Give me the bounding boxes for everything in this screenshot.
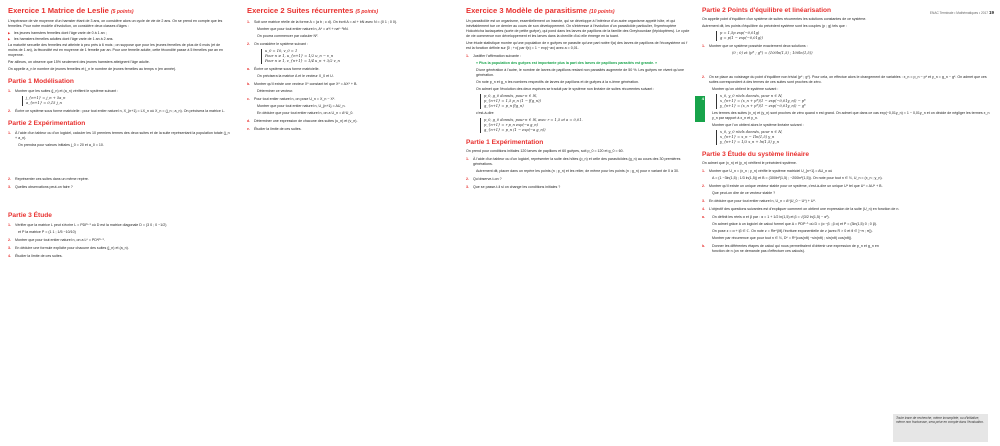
ex1-intro-4: On appelle a_n le nombre de jeunes femelles et j_n le nombre de jeunes femelles au temps n (en année). xyxy=(8,67,177,71)
exercise-2-points: (5 points) xyxy=(355,9,379,15)
evaluation-note-box: Toute trace de recherche, même incomplète, ou d'initiative, même non fructueuse, sera prise en compte dans l'évaluation. xyxy=(893,414,988,442)
exercise-2-title: Exercice 2 Suites récurrentes (5 points) xyxy=(247,6,379,15)
ex3-q2b: Autrement dit, placer dans un repère les points (n ; p_n) et les relier, de même pour les points (n ; g_n) pour n variant de 0 à 30. xyxy=(476,169,679,173)
ex3-question-2: 1. À l'aide d'un tableur ou d'un logiciel, représenter la suite des hôtes (p_n) et celle des parasitoïdes (g_n) au cours des 30 premières générations. xyxy=(466,157,681,166)
ex4-solutions: (0 ; 0) et (p* ; g*) = (100ln(1,5) ; 100ln(1,5)) xyxy=(732,51,813,55)
ex2-system: u_0 = 10, v_0 = 1 Pour n ≥ 1, u_{n+1} = 1/2 u_n − v_n Pour n ≥ 1, v_{n+1} = 1/4 u_n + 3/2 v_n xyxy=(261,49,457,64)
ex2-question-1b: Montrer que pour tout entier naturel n, Aⁿ = aⁿI + naⁿ⁻¹bN. xyxy=(257,27,349,31)
ex1-question-8: 3. En déduire une formule explicite pour chacune des suites (j_n) et (a_n). xyxy=(8,246,129,250)
ex1-question-3b: On prendra pour valeurs initiales j_0 = 20 et a_0 = 10. xyxy=(18,143,104,147)
ex2-question-c2: Montrer que pour tout entier naturel n, U_{n+1} = AU_n. xyxy=(257,104,346,108)
ex2-question-a: a. Écrire ce système sous forme matricielle. xyxy=(247,67,320,71)
ex1-question-4: 2. Représenter ces suites dans un même repère. xyxy=(8,177,89,181)
ex1-part-3-title: Partie 3 Étude xyxy=(8,212,52,219)
ex3-part-1-title: Partie 1 Expérimentation xyxy=(466,139,544,146)
ex2-question-c3: En déduire que pour tout entier naturel n, on a U_n = AⁿU_0. xyxy=(257,111,354,115)
ex4-q2b: Montrer qu'on obtient le système suivant : xyxy=(712,87,779,91)
ex1-question-3: 1. À l'aide d'un tableur ou d'un logiciel, calculer les 10 premiers termes des deux suites et de la suite représentant la population totale (j_n + a_n). xyxy=(8,131,230,140)
ex4-question-2: 2. On se place au voisinage du point d'équilibre non trivial (p* ; g*). Pour cela, on effectue alors le changement de variables : x_n = p_n − p* et y_n = g_n − g*. On admet que ces suites correspondent à des termes de ces suites sont proches de zéro. xyxy=(702,75,987,84)
ex1-intro-2: La maturité sexuelle des femelles est atteinte à peu près à 6 mois ; on suppose que pour les jeunes femelles de plus de 6 mois (et de moins de 1 an), la fécondité est en moyenne de 1 femelle par an. Pour une femelle adulte, cette fécondité passe à 5 femelles par an en moyenne. xyxy=(8,43,223,57)
equilibrium-system: p = 1,5p exp(−0,01g) g = p(1 − exp(−0,01g)) xyxy=(716,31,992,41)
ex2-question-e: e. Étudier la limite de ces suites. xyxy=(247,127,302,131)
ex3-system-2: p_0, g_0 donnés, pour n ∈ ℕ, avec r = 1,5 et a = 0,01. p_{n+1} = r p_n exp(−a g_n) g_{n+1} = p_n (1 − exp(−a g_n)) xyxy=(480,118,691,133)
ex1-question-5: 3. Quelles observations peut-on faire ? xyxy=(8,185,73,189)
ex4-q6a3: On pose z = α + iβ ∈ ℂ. On note z = Re^{iθ} l'écriture exponentielle de z (avec R > 0 et θ ∈ ]−π ; π]). xyxy=(712,229,873,233)
exercise-1-column xyxy=(8,6,230,261)
ex1-question-2: 2. Écrire ce système sous forme matricielle : pour tout entier naturel n, X_{n+1} = LX_n où X_n = (j_n ; a_n). On précisera la matrice L. xyxy=(8,109,225,113)
ex1-question-7: 2. Montrer que pour tout entier naturel n, on a Lⁿ = PDⁿP⁻¹. xyxy=(8,238,105,242)
exercise-3-points: (10 points) xyxy=(589,9,615,15)
ex1-question-6b: et P la matrice P = (1 1 ; 1/5 −10/10) xyxy=(18,230,76,234)
ex1-question-1: 1. Montrer que les suites (j_n) et (a_n) vérifient le système suivant : xyxy=(8,89,119,93)
exercise-3-continued-column xyxy=(702,6,992,256)
ex3-q1d: On admet que l'évolution des deux espèces se traduit par le système non linéaire de suites récurrentes suivant : xyxy=(476,87,655,91)
ex1-bullet-2: ▶ les hamsters femelles adultes dont l'âge varie de 1 an à 2 ans. xyxy=(8,37,230,42)
ex4-q6a4: Montrer par récurrence que pour tout n ∈ ℕ, Dⁿ = Rⁿ(cos(nθ) −sin(nθ) ; sin(nθ) cos(nθ)). xyxy=(712,236,853,240)
ex4-q4b: Que peut-on dire de ce vecteur stable ? xyxy=(712,191,776,195)
ex3-part-3-title: Partie 3 Étude du système linéaire xyxy=(702,151,810,158)
ex3-sys-intro: c'est-à-dire xyxy=(476,111,494,115)
ex4-q3b: A = (1 −3ln(1,5) ; 1/3 ln(1,5)) et B = (300ln²(1,5) ; −200ln²(1,5)). On note pour tout n ∈ ℕ, U_n = (x_n ; y_n). xyxy=(712,176,883,180)
ex3-system-1: p_0, g_0 donnés, pour n ∈ ℕ, p_{n+1} = 1,5 p_n (1 − f(g_n)) g_{n+1} = p_n f(g_n) xyxy=(480,94,691,109)
ex4-question-6a: a. On définit les réels α et β par : α = 1 + 1/2 ln(1,5) et β = √(3/2 ln(1,5) − α²). xyxy=(702,215,830,219)
ex1-question-9: 4. Étudier la limite de ces suites. xyxy=(8,254,63,258)
ex1-intro: L'espérance de vie moyenne d'un hamster étant de 3 ans, on considère alors un cycle de vie de 2 ans. On se prend en compte que les femelles. Pour notre modèle d'évolution, on considère deux classes d'âges : xyxy=(8,19,223,28)
exercise-3-title: Exercice 3 Modèle de parasitisme (10 points) xyxy=(466,6,615,15)
ex3-question-4: 3. Que se passe-t-il si on change les conditions initiales ? xyxy=(466,185,561,189)
ex2-question-d: d. Déterminer une expression de chacune des suites (u_n) et (v_n). xyxy=(247,119,358,123)
ex3-q1b: D'une génération à l'autre, le nombre de larves de papillons restant non parasités augmente de 50 %. Les guêpes ne vivent qu'une génération. xyxy=(476,68,685,77)
ex1-question-6: 1. Vérifier que la matrice L peut s'écrire L = PDP⁻¹ où D est la matrice diagonale D = (3 0 ; 0 −1/2) xyxy=(8,223,167,227)
ex3-intro-2: Une étude statistique montre qu'une population de n guêpes ne parasite qu'une part notée f(a) des larves de papillons de l'écosystème où f est la fonction définie sur [0 ; +∞[ par f(x) = 1 − exp(−ax) avec a = 0,01. xyxy=(466,41,688,50)
ex1-part-1-title: Partie 1 Modélisation xyxy=(8,78,74,85)
exercise-1-points: (5 points) xyxy=(111,9,134,15)
exercise-1-title: Exercice 1 Matrice de Leslie (5 points) xyxy=(8,6,134,15)
ex2-question-b: b. Montrer qu'il existe une vecteur X* constant tel que X* = AX* + B. xyxy=(247,82,358,86)
ex3-claim: « Plus la population des guêpes est importante plus la part des larves de papillons parasités est grande. » xyxy=(476,61,658,65)
ex3-q1c: On note p_n et g_n les nombres respectifs de larves de papillons et de guêpes à la n-ième génération. xyxy=(476,80,640,84)
ex4-question-6: 4. L'objectif des questions suivantes est d'expliquer comment on obtient une expression de la suite (U_n) en fonction de n. xyxy=(702,207,900,211)
ex3-intro: Un parasitoïde est un organisme, essentiellement un insecte, qui se développe à l'intérieur d'un autre organisme appelé hôte, et qui inévitablement tue ce dernier au cours de son développement. On s'intéresse à l'évolution d'un parasitoïde particulier, l'hyménoptère Holcotricha lactaquetes (sorte de petite guêpe), qui pond dans les larves de papillons de la famille des Greyhoundae (lépidoptères). Le cycle de vie commence non développement et les larves dans la chenille d'où elle émerge en la tuant. xyxy=(466,19,690,38)
ex2-question-c: c. Pour tout entier naturel n, on pose U_n = X_n − X*. xyxy=(247,97,336,101)
running-head-text: ENAC Terminale • Mathématiques • 2017 xyxy=(929,11,989,15)
ex4-question-4: 2. Montrer qu'il existe un unique vecteur stable pour ce système, c'est-à-dire un unique U* tel que U* = AU* + B. xyxy=(702,184,883,188)
ex2-question-2: 2. On considère le système suivant : xyxy=(247,42,308,46)
ex4-question-1: 1. Montrer que ce système possède exactement deux solutions : xyxy=(702,44,808,48)
ex3-part-2-title: Partie 2 Points d'équilibre et linéarisation xyxy=(702,7,832,14)
page-number: 19 xyxy=(988,10,994,15)
ex2-question-1: 1. Soit une matrice réelle de la forme A = (a b ; c d). On écrit A = aI + bN avec N = (0 1 ; 0 0). xyxy=(247,20,398,24)
ex4-p2: Autrement dit, les points d'équilibre du précédent système sont les couples (p ; g) tels que : xyxy=(702,24,847,28)
ex1-system: j_{n+1} = j_n + 5a_n a_{n+1} = 0,15 j_n xyxy=(22,96,230,106)
exercise-3-column xyxy=(466,6,691,192)
ex4-question-6b: b. Donner les différentes étapes de calcul qui nous permettraient d'obtenir une expression de p_n et g_n en fonction de n (on ne demande pas d'effectuer ces calculs). xyxy=(702,244,879,253)
ex1-bullet-1: ▶ les jeunes hamsters femelles dont l'âge varie de 0 à 1 an ; xyxy=(8,31,230,36)
ex4-p3: Les termes des suites (x_n) et (y_n) sont proches de zéro quand n est grand. On admet que dans ce cas exp(−0,01y_n) ≈ 1 − 0,01y_n et on décide de négliger les termes x_n y_n par rapport à x_n et y_n. xyxy=(712,111,990,120)
side-tab-label: 4 xyxy=(701,96,704,101)
ex4-p1: On appelle point d'équilibre d'un système de suites récurrentes les solutions constantes de ce système. xyxy=(702,17,867,21)
ex2-question-1c: On pourra commencer par calculer N². xyxy=(257,34,319,38)
ex2-question-b2: Déterminer ce vecteur. xyxy=(257,89,294,93)
ex4-p3b: Montrer que l'on obtient alors le système linéaire suivant : xyxy=(712,123,804,127)
ex2-question-a2: On précisera la matrice A et le vecteur X_0 et U. xyxy=(257,74,334,78)
ex4-question-5: 3. En déduire que pour tout entier naturel n, U_n = Aⁿ(U_0 − U*) + U*. xyxy=(702,199,816,203)
ex3-p1: On prend pour conditions initiales 120 larves de papillons et 60 guêpes, soit p_0 = 120 et g_0 = 60. xyxy=(466,149,624,153)
ex4-q6a2: On admet grâce à un logiciel de calcul formel que A = PDP⁻¹ où D = (α −β ; β α) et P = (3ln(1,5) 0 ; 0 β). xyxy=(712,222,877,226)
ex1-part-2-title: Partie 2 Expérimentation xyxy=(8,120,86,127)
ex3-question-1: 1. Justifier l'affirmation suivante : xyxy=(466,54,521,58)
linearized-system-2: x_0, y_0 réels donnés, pour n ∈ ℕ, x_{n+1} = x_n − 1ln(1,5) y_n y_{n+1} = 1/3 x_n + ln(1,5) y_n xyxy=(716,130,992,145)
ex3-question-3: 2. Qu'observe-t-on ? xyxy=(466,177,502,181)
exercise-2-column xyxy=(247,6,457,134)
ex4-p4: On admet que (x_n) et (y_n) vérifient le précédent système. xyxy=(702,161,797,165)
ex4-question-3: 1. Montrer que U_n = (x_n ; y_n) vérifie le système matriciel U_{n+1} = AU_n où xyxy=(702,169,833,173)
linearized-system-1: x_0, y_0 réels donnés, pour n ∈ ℕ, x_{n+1} = (x_n + p*)(1 − exp(−0,01y_n)) − p* y_{n+1} = (x_n + p*)(1 − exp(−0,01y_n)) − g* xyxy=(716,94,992,109)
ex1-intro-3: Par ailleurs, on observe que 15% seulement des jeunes hamsters atteignent l'âge adulte. xyxy=(8,60,150,64)
